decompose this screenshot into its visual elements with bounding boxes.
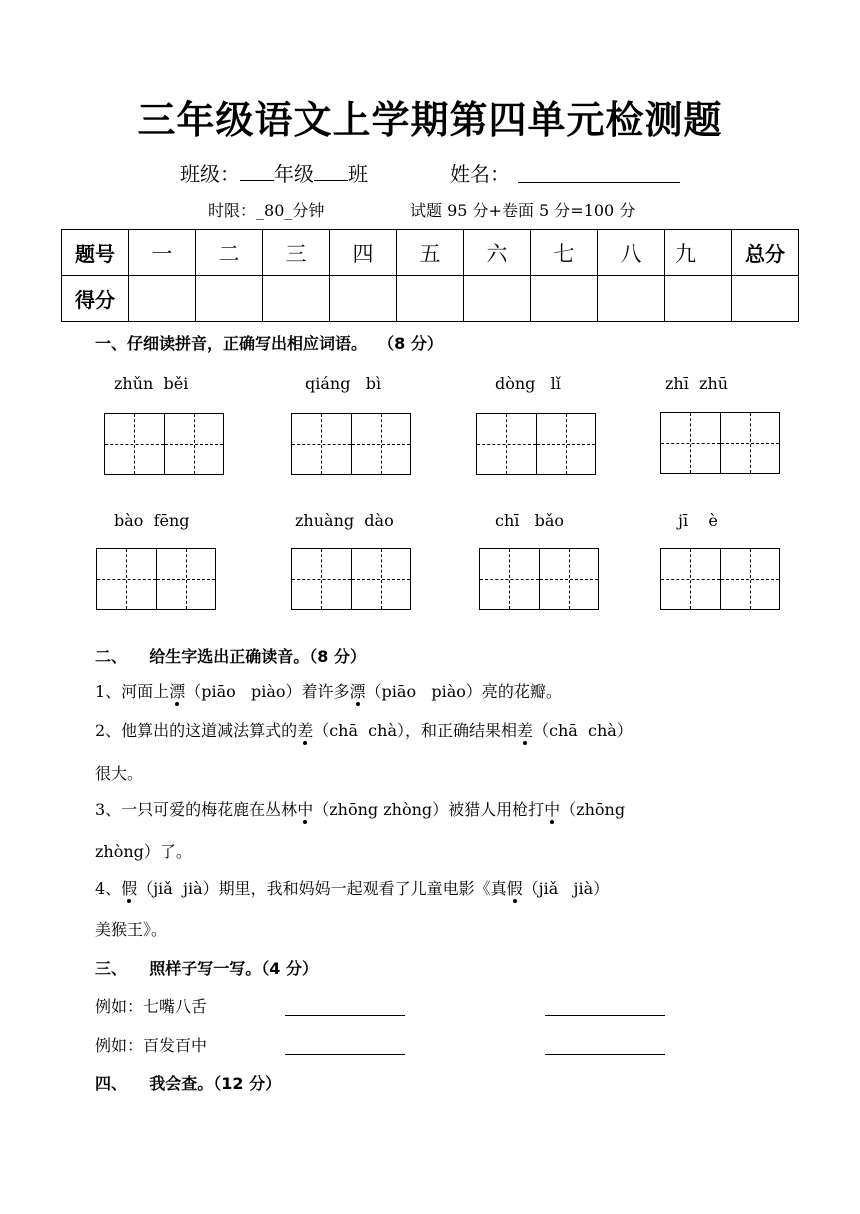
target-char: 中 [544,800,561,819]
answer-blank-1b[interactable] [545,1015,665,1016]
grade-suffix: 年级 [274,162,314,186]
writing-grid-4[interactable] [660,412,780,474]
score-cell[interactable] [263,276,330,322]
header-cell-total: 总分 [732,230,799,276]
question-2-2-cont: 很大。 [95,764,144,783]
header-cell-9: 九 [665,230,732,276]
score-table-header-row [62,230,799,276]
pinyin-2: qiáng bì [305,374,382,393]
score-cell[interactable] [464,276,531,322]
header-cell-8: 八 [598,230,665,276]
name-blank[interactable] [518,182,680,183]
score-cell[interactable] [598,276,665,322]
score-row-label: 得分 [62,276,129,322]
target-char: 漂 [349,682,366,701]
header-cell-3: 三 [263,230,330,276]
score-cell[interactable] [531,276,598,322]
question-2-4-cont: 美猴王》。 [95,920,168,939]
score-cell[interactable] [196,276,263,322]
writing-grid-5[interactable] [96,548,216,610]
target-char: 中 [297,800,314,819]
question-2-3: 3、一只可爱的梅花鹿在丛林中（zhōng zhòng）被猎人用枪打中（zhōng [95,800,626,819]
question-2-2: 2、他算出的这道减法算式的差（chā chà），和正确结果相差（chā chà） [95,721,633,740]
writing-grid-2[interactable] [291,413,411,475]
writing-grid-6[interactable] [291,548,411,610]
section4-title: 四、 我会查。（12 分） [95,1074,282,1093]
class-blank[interactable] [314,162,348,181]
score-cell[interactable] [129,276,196,322]
pinyin-1: zhǔn běi [114,374,189,393]
header-cell-number: 题号 [62,230,129,276]
target-char: 假 [121,879,138,898]
pinyin-8: jī è [678,511,718,530]
page-title: 三年级语文上学期第四单元检测题 [137,97,723,142]
answer-blank-2b[interactable] [545,1054,665,1055]
writing-grid-1[interactable] [104,413,224,475]
target-char: 漂 [169,682,186,701]
score-cell[interactable] [665,276,732,322]
question-2-4: 4、假（jiǎ jià）期里，我和妈妈一起观看了儿童电影《真假（jiǎ jià） [95,879,610,898]
class-suffix: 班 [348,162,368,186]
target-char: 假 [506,879,523,898]
question-2-1: 1、河面上漂（piāo piào）着许多漂（piāo piào）亮的花瓣。 [95,682,562,701]
class-label: 班级： [180,162,240,186]
writing-grid-7[interactable] [479,548,599,610]
writing-grid-8[interactable] [660,548,780,610]
score-table-score-row [62,276,799,322]
score-cell[interactable] [330,276,397,322]
pinyin-3: dòng lǐ [495,374,561,393]
header-cell-7: 七 [531,230,598,276]
pinyin-5: bào fēng [114,511,190,530]
question-2-3-cont: zhòng）了。 [95,842,192,861]
score-cell[interactable] [397,276,464,322]
target-char: 差 [297,721,314,740]
name-label: 姓名： [450,162,510,186]
section3-title: 三、 照样子写一写。（4 分） [95,959,318,978]
target-char: 差 [517,721,534,740]
time-limit-value: _80_分钟 [256,201,325,220]
pinyin-6: zhuàng dào [295,511,394,530]
example-2: 例如：百发百中 [95,1036,208,1055]
score-note: 试题 95 分+卷面 5 分=100 分 [410,201,636,220]
grade-blank[interactable] [240,162,274,181]
score-cell[interactable] [732,276,799,322]
header-cell-2: 二 [196,230,263,276]
header-cell-5: 五 [397,230,464,276]
pinyin-7: chī bǎo [495,511,565,530]
header-cell-4: 四 [330,230,397,276]
section1-title: 一、仔细读拼音，正确写出相应词语。 （8 分） [95,334,443,353]
answer-blank-2a[interactable] [285,1054,405,1055]
score-table [61,229,799,322]
student-info-line [180,160,368,188]
header-cell-1: 一 [129,230,196,276]
answer-blank-1a[interactable] [285,1015,405,1016]
name-field [450,160,510,188]
example-1: 例如：七嘴八舌 [95,997,208,1016]
section2-title: 二、 给生字选出正确读音。（8 分） [95,647,366,666]
time-limit-label: 时限： [208,201,257,220]
writing-grid-3[interactable] [476,413,596,475]
pinyin-4: zhī zhū [665,374,729,393]
time-limit [208,199,324,223]
header-cell-6: 六 [464,230,531,276]
